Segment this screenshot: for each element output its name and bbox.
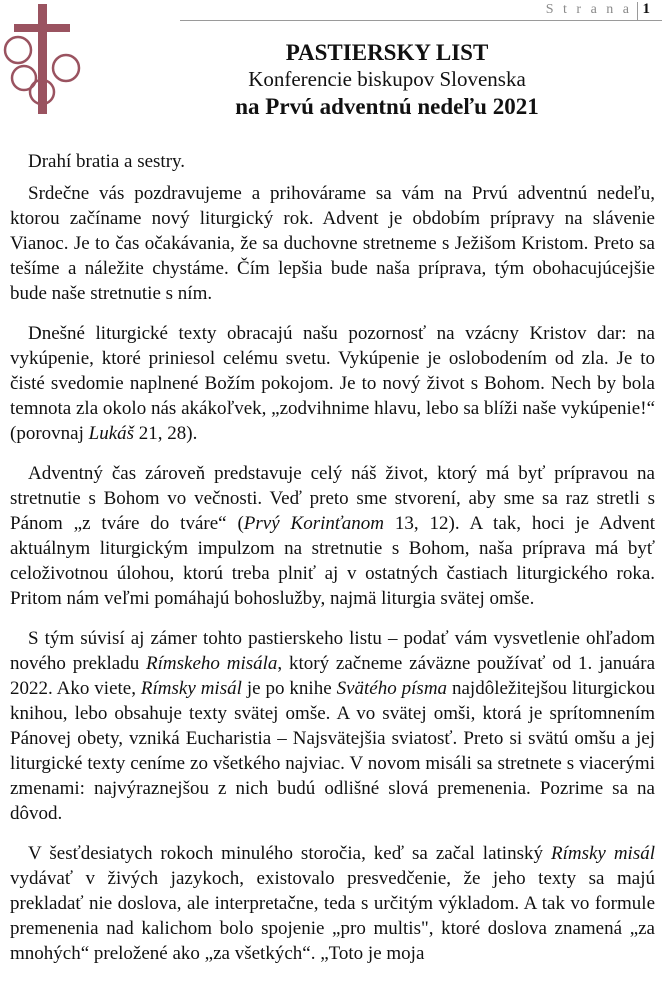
greeting: Drahí bratia a sestry. — [28, 151, 186, 172]
letter-body — [10, 181, 655, 981]
title-line-2: Konferencie biskupov Slovenska — [248, 67, 526, 91]
paragraph-text: S tým súvisí aj zámer tohto pastierskeho listu – podať vám vysvetlenie ohľadom nového prekladu — [10, 628, 655, 674]
paragraph-text: Dnešné liturgické texty obracajú našu pozornosť na vzácny Kristov dar: na vykúpenie, ktoré priniesol celému svetu. Vykúpenie je oslobodením od zla. Je to čisté svedomie naplnené Božím pokojom. Je to nový život s Bohom. Nech by bola temnota zla okolo nás akákoľvek, „zodvihnime hlavu, lebo sa blíži naše vykúpenie!“ (porovnaj — [10, 323, 655, 444]
logo-cross-vertical — [38, 4, 47, 114]
paragraph-text: 21, 28). — [134, 423, 198, 444]
book-title: Rímsky misál — [140, 678, 242, 699]
paragraph-text: je po knihe — [241, 678, 337, 699]
paragraph — [10, 841, 655, 966]
bible-book-reference: Prvý Korinťanom — [243, 513, 385, 534]
paragraph-text: V šesťdesiatych rokoch minulého storočia, keď sa začal latinský — [28, 843, 551, 864]
paragraph-text: vydávať v živých jazykoch, existovalo presvedčenie, že jeho texty sa majú prekladať nie doslova, ale interpretačne, teda s určitým výkladom. A tak vo formule premenenia nad kalichom bolo spojenie „pro multis", ktoré doslova znamená „za mnohých“ preložené ako „za všetkých“. „Toto je moja — [10, 868, 655, 964]
document-title — [160, 40, 614, 122]
paragraph — [10, 181, 655, 306]
page-number: 1 — [642, 1, 650, 17]
paragraph-text: Srdečne vás pozdravujeme a prihovárame sa vám na Prvú adventnú nedeľu, ktorou začíname nový liturgický rok. Advent je obdobím prípravy na slávenie Vianoc. Je to čas očakávania, že sa duchovne stretneme s Ježišom Kristom. Preto sa tešíme a náležite chystáme. Čím lepšia bude naša príprava, tým obohacujúcejšie bude naše stretnutie s ním. — [10, 183, 655, 304]
book-title: Rímsky misál — [550, 843, 655, 864]
title-line-1: PASTIERSKY LIST — [285, 40, 489, 65]
paragraph — [10, 626, 655, 826]
book-title: Rímskeho misála — [146, 653, 278, 674]
page-label: S t r a n a — [545, 2, 632, 17]
page-number-separator — [637, 2, 638, 20]
logo-ring — [53, 55, 79, 81]
paragraph-text: , ktorý začneme záväzne používať od 1. januára 2022. Ako viete, — [10, 653, 655, 699]
cross-with-rings-logo — [0, 2, 100, 122]
title-line-3: na Prvú adventnú nedeľu 2021 — [235, 94, 539, 119]
paragraph — [10, 321, 655, 446]
logo-ring — [5, 37, 31, 63]
paragraph-text: 13, 12). A tak, hoci je Advent aktuálnym liturgickým impulzom na stretnutie s Bohom, naša príprava má byť celoživotnou úlohou, ktorú treba plniť aj v ostatných častiach liturgického roka. Pritom nám veľmi pomáhajú bohoslužby, najmä liturgia svätej omše. — [10, 513, 655, 609]
header-rule — [180, 20, 662, 21]
paragraph-text: najdôležitejšou liturgickou knihou, lebo obsahuje texty svätej omše. A vo svätej omši, ktorá je sprítomnením Pánovej obety, vzniká Eucharistia – Najsvätejšia sviatosť. Preto si svätú omšu a jej liturgické texty ceníme zo všetkého najviac. V novom misáli sa stretnete s viacerými zmenami: najvýraznejšou z nich budú odlišné slová premenenia. Pozrime sa na dôvod. — [10, 678, 655, 824]
book-title: Svätého písma — [336, 678, 448, 699]
paragraph — [10, 461, 655, 611]
bible-book-reference: Lukáš — [88, 423, 135, 444]
logo-cross-horizontal — [14, 24, 70, 32]
paragraph-text: Adventný čas zároveň predstavuje celý náš život, ktorý má byť prípravou na stretnutie s Bohom vo večnosti. Veď preto sme stvorení, aby sme sa raz stretli s Pánom „z tváre do tváre“ ( — [10, 463, 655, 534]
